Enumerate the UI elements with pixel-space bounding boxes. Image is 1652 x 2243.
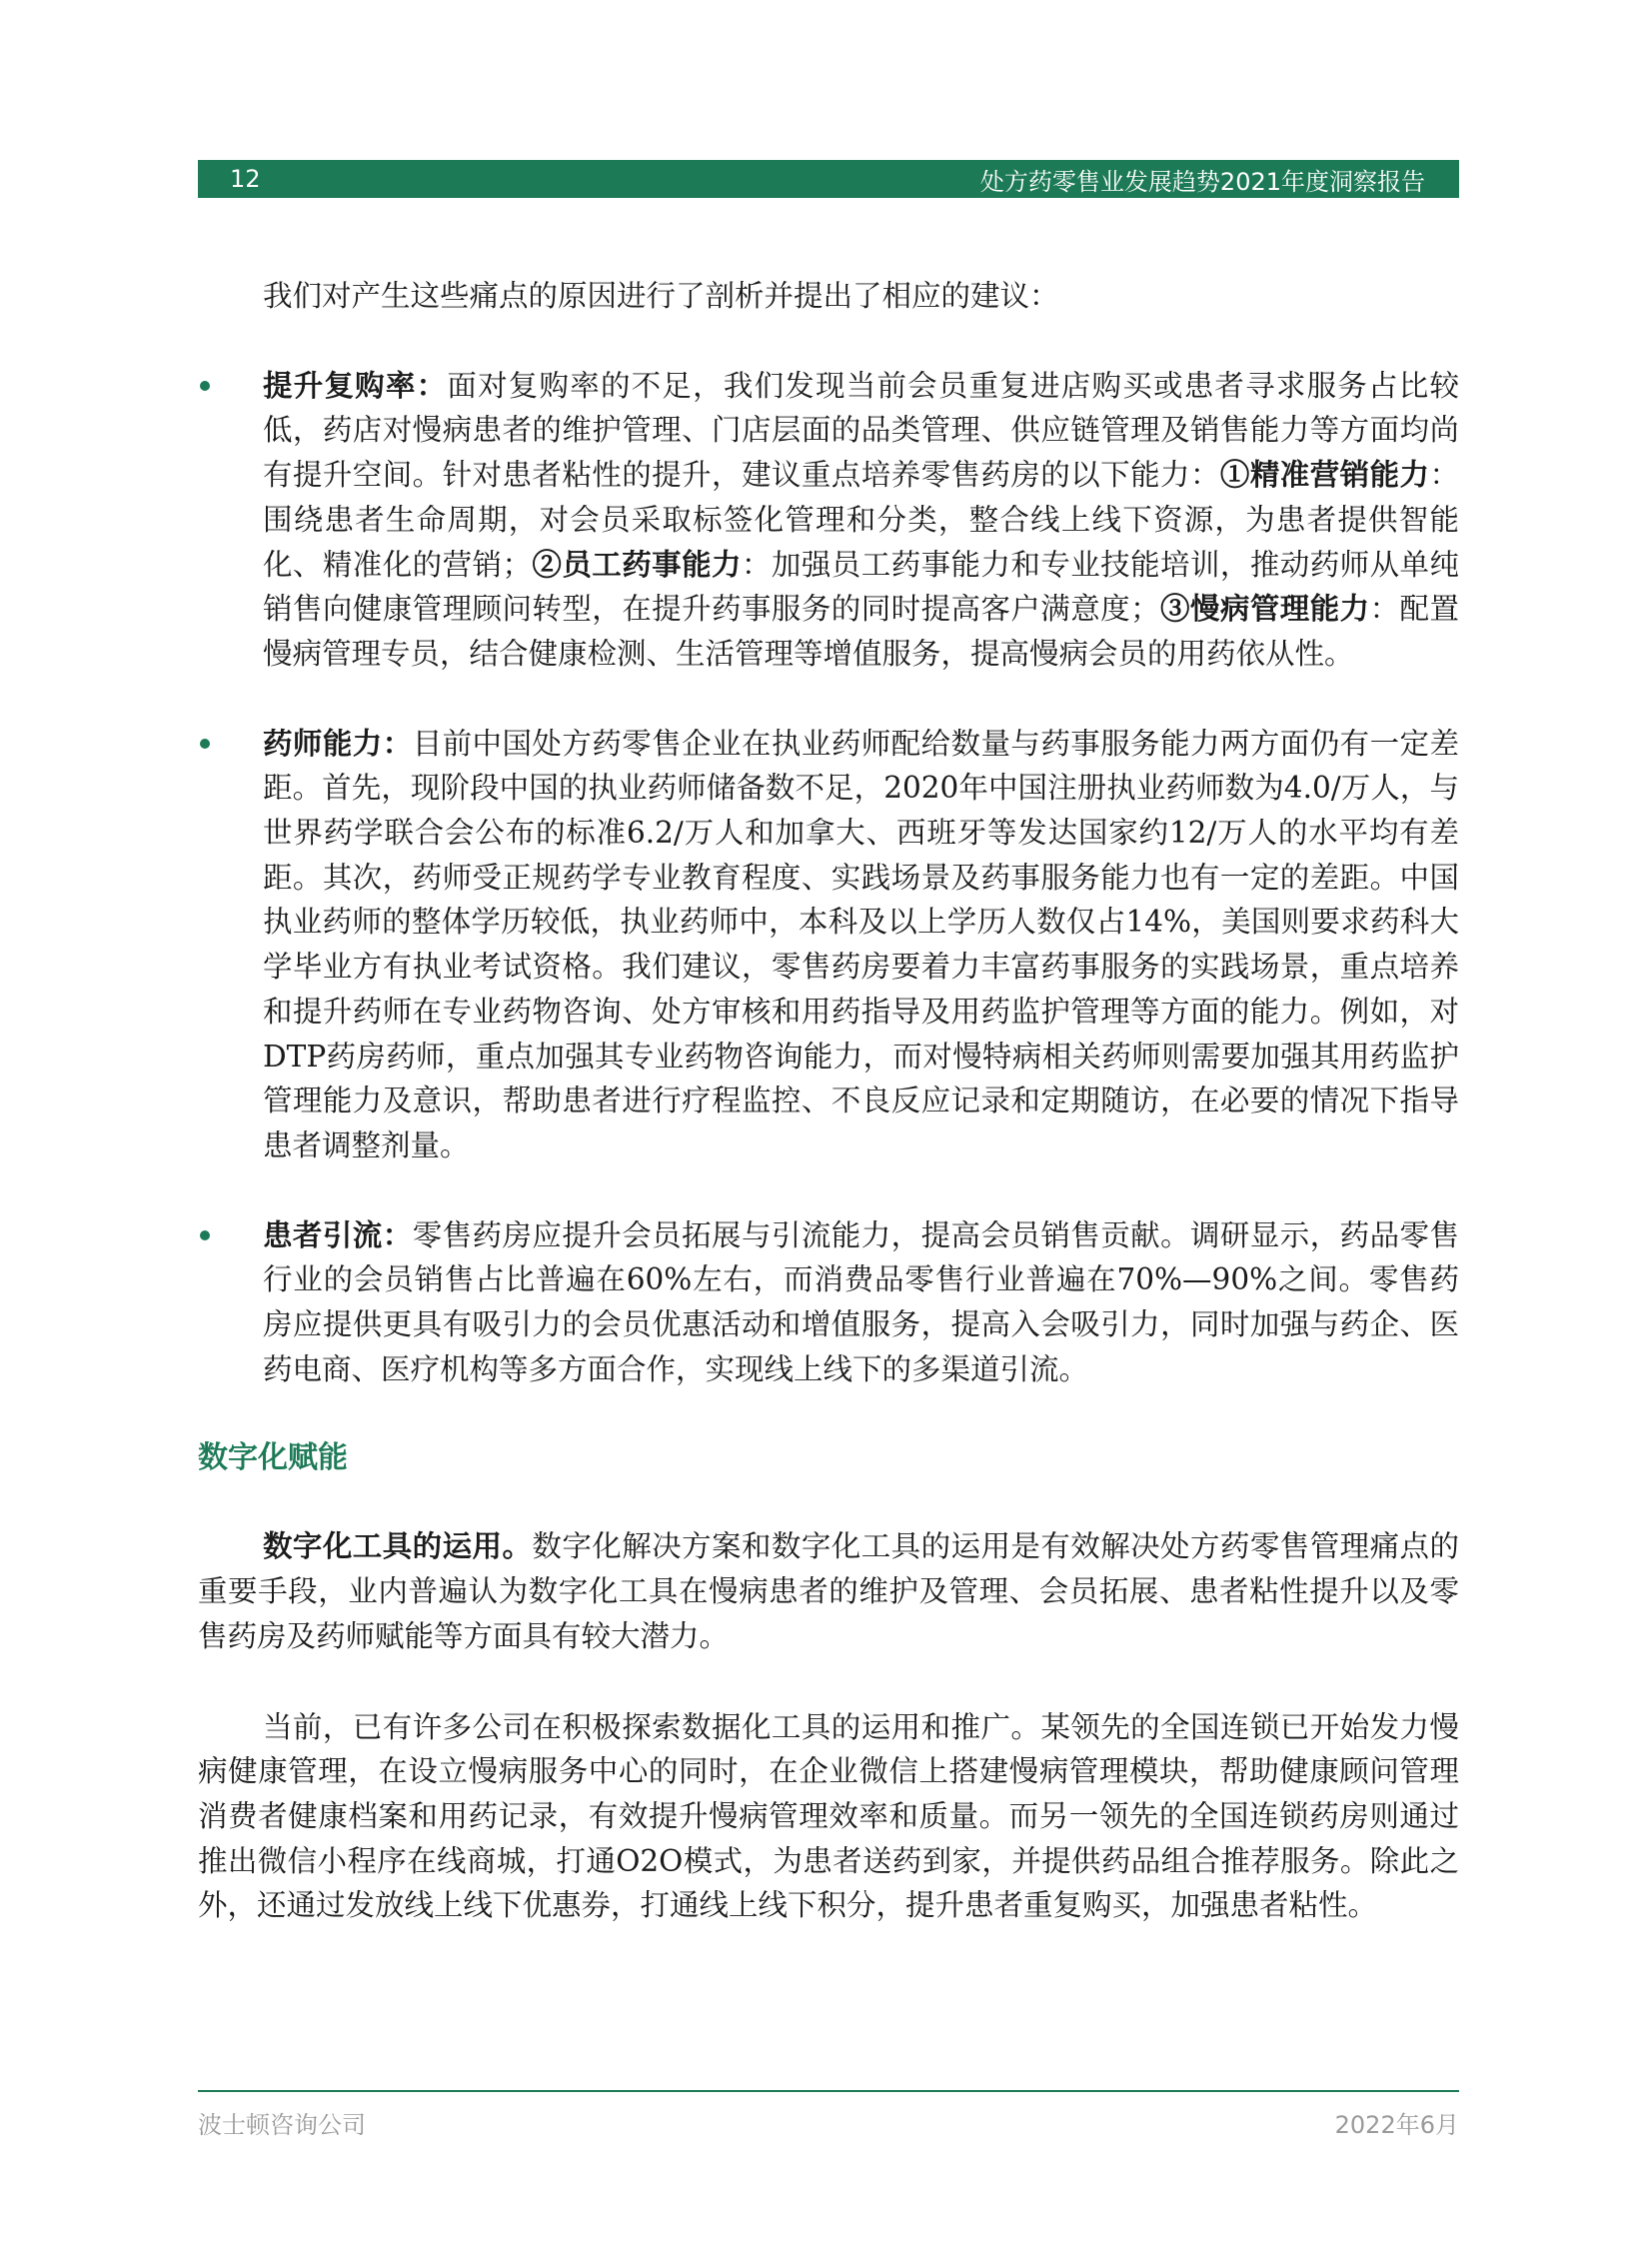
footer-date: 2022年6月 xyxy=(1334,2111,1459,2139)
bullet-text-segment: 零售药房应提升会员拓展与引流能力，提高会员销售贡献。调研显示，药品零售行业的会员销售占比普遍在60%左右，而消费品零售行业普遍在70%—90%之间。零售药房应提供更具有吸引力的会员优惠活动和增值服务，提高入会吸引力，同时加强与药企、医药电商、医疗机构等多方面合作，实现线上线下的多渠道引流。 xyxy=(263,1217,1459,1386)
bullet-text-segment: 面对复购率的不足，我们发现当前会员重复进店购买或患者寻求服务占比较低，药店对慢病患者的维护管理、门店层面的品类管理、供应链管理及销售能力等方面均尚有提升空间。针对患者粘性的提升，建议重点培养零售药房的以下能力： xyxy=(263,368,1459,493)
footer-company: 波士顿咨询公司 xyxy=(198,2111,366,2139)
current-practice-paragraph: 当前，已有许多公司在积极探索数据化工具的运用和推广。某领先的全国连锁已开始发力慢病健康管理，在设立慢病服务中心的同时，在企业微信上搭建慢病管理模块，帮助健康顾问管理消费者健康档案和用药记录，有效提升慢病管理效率和质量。而另一领先的全国连锁药房则通过推出微信小程序在线商城，打通O2O模式，为患者送药到家，并提供药品组合推荐服务。除此之外，还通过发放线上线下优惠券，打通线上线下积分，提升患者重复购买，加强患者粘性。 xyxy=(198,1709,1459,1923)
bullet-text-segment: ：围绕患者生命周期，对会员采取标签化管理和分类，整合线上线下资源，为患者提供智能化、精准化的营销； xyxy=(263,458,1459,582)
bullet-title: 提升复购率： xyxy=(263,367,448,403)
page-number: 12 xyxy=(230,165,261,193)
report-title: 处方药零售业发展趋势2021年度洞察报告 xyxy=(979,167,1425,196)
paragraph-text: 数字化解决方案和数字化工具的运用是有效解决处方药零售管理痛点的重要手段，业内普遍认为数字化工具在慢病患者的维护及管理、会员拓展、患者粘性提升以及零售药房及药师赋能等方面具有较大潜力。 xyxy=(198,1529,1459,1653)
paragraph-lead: 数字化工具的运用。 xyxy=(263,1528,533,1564)
bullet-text-segment: 目前中国处方药零售企业在执业药师配给数量与药事服务能力两方面仍有一定差距。首先，现阶段中国的执业药师储备数不足，2020年中国注册执业药师数为4.0/万人，与世界药学联合会公布的标准6.2/万人和加拿大、西班牙等发达国家约12/万人的水平均有差距。其次，药师受正规药学专业教育程度、实践场景及药事服务能力也有一定的差距。中国执业药师的整体学历较低，执业药师中，本科及以上学历人数仅占14%，美国则要求药科大学毕业方有执业考试资格。我们建议，零售药房要着力丰富药事服务的实践场景，重点培养和提升药师在专业药物咨询、处方审核和用药指导及用药监护管理等方面的能力。例如，对DTP药房药师，重点加强其专业药物咨询能力，而对慢特病相关药师则需要加强其用药监护管理能力及意识，帮助患者进行疗程监控、不良反应记录和定期随访，在必要的情况下指导患者调整剂量。 xyxy=(263,726,1459,1162)
capability-precise-marketing: ①精准营销能力 xyxy=(1219,457,1430,493)
bullet-dot xyxy=(200,381,210,391)
header-bar xyxy=(198,160,1459,198)
bullet-text-segment: ：加强员工药事能力和专业技能培训，推动药师从单纯销售向健康管理顾问转型，在提升药事服务的同时提高客户满意度； xyxy=(263,547,1459,627)
bullet-pharmacist-text xyxy=(263,722,1459,1168)
bullet-repurchase xyxy=(198,364,1459,677)
capability-chronic-management: ③慢病管理能力 xyxy=(1159,591,1370,627)
footer-divider xyxy=(198,2090,1459,2092)
bullet-patient-traffic xyxy=(198,1213,1459,1392)
bullet-dot xyxy=(200,739,210,749)
section-heading: 数字化赋能 xyxy=(198,1440,348,1476)
bullet-dot xyxy=(200,1230,210,1240)
bullet-text-segment: ：配置慢病管理专员，结合健康检测、生活管理等增值服务，提高慢病会员的用药依从性。 xyxy=(263,592,1459,671)
bullet-repurchase-text xyxy=(263,364,1459,677)
capability-staff-pharmacy: ②员工药事能力 xyxy=(531,546,742,582)
digital-tools-paragraph xyxy=(198,1524,1459,1658)
page-content xyxy=(198,274,1459,1928)
bullet-pharmacist xyxy=(198,722,1459,1168)
bullet-title: 患者引流： xyxy=(263,1216,413,1252)
bullet-title: 药师能力： xyxy=(263,725,413,761)
intro-paragraph: 我们对产生这些痛点的原因进行了剖析并提出了相应的建议： xyxy=(263,279,1059,313)
bullet-patient-traffic-text xyxy=(263,1213,1459,1392)
